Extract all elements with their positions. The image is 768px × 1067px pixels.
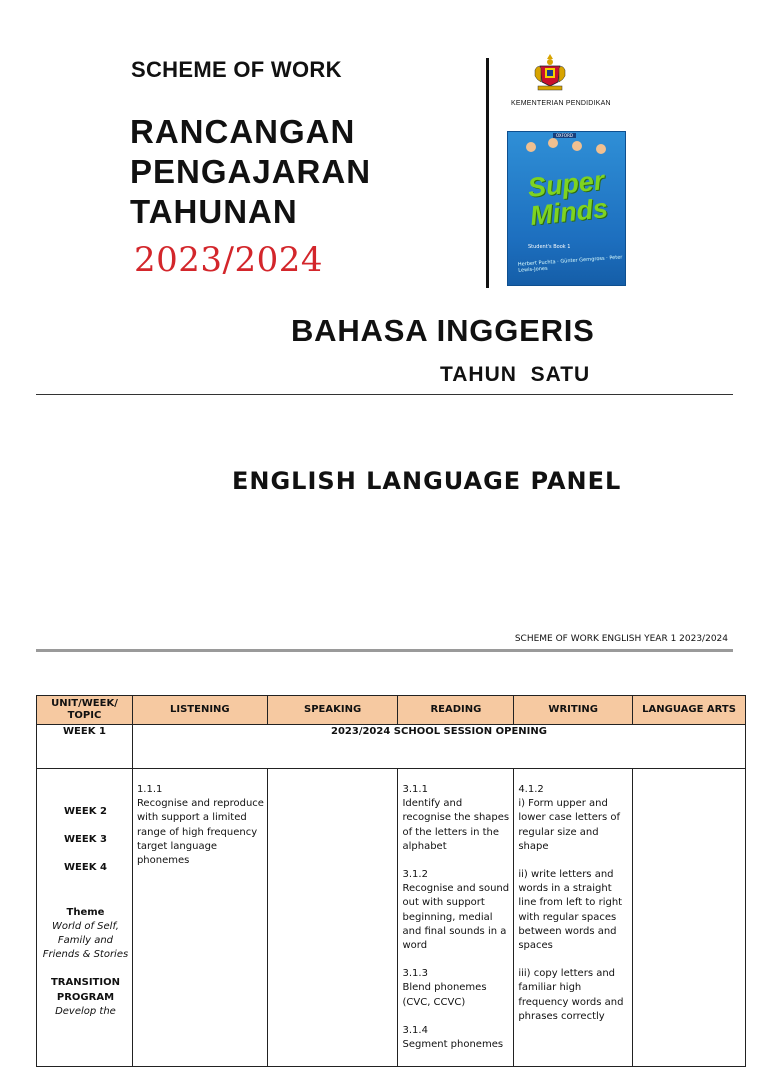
standard-text: Identify and recognise the shapes of the letters in the alphabet	[402, 798, 510, 852]
speaking-cell	[267, 769, 398, 1067]
standard-code: 1.1.1	[136, 784, 163, 795]
cover-year: 2023/2024	[134, 240, 324, 280]
unit-week-topic-cell	[37, 769, 133, 1067]
document-header: SCHEME OF WORK ENGLISH YEAR 1 2023/2024	[514, 634, 728, 644]
writing-item: iii) copy letters and familiar high frequency words and phrases correctly	[518, 968, 624, 1022]
cover-title-line: TAHUNAN	[130, 193, 298, 230]
week-label: WEEK 4	[64, 862, 107, 874]
panel-title: ENGLISH LANGUAGE PANEL	[232, 467, 622, 495]
writing-item: ii) write letters and words in a straight line from left to right with regular spaces between words and spaces	[518, 869, 623, 952]
standard-code: 3.1.2	[402, 869, 428, 881]
standard-text: Recognise and reproduce with support a limited range of high frequency target language phonemes	[136, 798, 264, 867]
standard-text: Segment phonemes	[402, 1039, 504, 1051]
header-speaking: SPEAKING	[267, 696, 398, 725]
standard-text: Recognise and sound out with support beginning, medial and final sounds in a word	[402, 883, 510, 952]
header-listening: LISTENING	[132, 696, 267, 725]
listening-cell	[132, 769, 267, 1067]
reading-cell	[398, 769, 514, 1067]
writing-item: i) Form upper and lower case letters of regular size and shape	[518, 798, 621, 852]
header-reading: READING	[398, 696, 514, 725]
table-header-row	[37, 696, 746, 725]
scheme-of-work-table	[36, 695, 746, 1067]
table-row	[37, 769, 746, 1067]
ministry-name: KEMENTERIAN PENDIDIKAN	[511, 100, 611, 107]
standard-code: 3.1.1	[402, 784, 428, 795]
cover-title-line: RANCANGAN	[130, 113, 356, 150]
book-character	[572, 141, 582, 151]
book-character	[526, 142, 536, 152]
book-authors: Herbert Puchta · Günter Gerngross · Peter Lewis-Jones	[517, 254, 623, 274]
header-unit-week-topic: UNIT/WEEK/ TOPIC	[37, 696, 133, 725]
cover-title-line: PENGAJARAN	[130, 153, 372, 190]
language-arts-cell	[633, 769, 746, 1067]
theme-label: Theme	[66, 906, 105, 918]
standard-code: 3.1.4	[402, 1024, 428, 1036]
standard-code: 3.1.3	[402, 968, 428, 980]
standard-text: Blend phonemes (CVC, CCVC)	[402, 982, 487, 1008]
header-language-arts: LANGUAGE ARTS	[633, 696, 746, 725]
header-writing: WRITING	[514, 696, 633, 725]
vertical-divider	[486, 58, 489, 288]
table-row	[37, 725, 746, 769]
year-level: TAHUN SATU	[440, 363, 591, 386]
transition-description: Develop the	[55, 1005, 116, 1017]
ministry-crest-icon	[533, 52, 567, 92]
week-label: WEEK 3	[64, 834, 107, 846]
standard-code: 4.1.2	[518, 784, 544, 795]
book-character	[548, 138, 558, 148]
theme-value: World of Self, Family and Friends & Stories	[42, 920, 129, 961]
book-brand: OXFORD	[553, 133, 576, 138]
writing-cell	[514, 769, 633, 1067]
session-opening-cell: 2023/2024 SCHOOL SESSION OPENING	[132, 725, 745, 769]
header-rule	[36, 649, 733, 652]
textbook-cover-image	[507, 131, 626, 286]
scheme-of-work-label: SCHEME OF WORK	[131, 57, 342, 82]
book-subtitle: Student's Book 1	[528, 244, 571, 250]
week-label: WEEK 2	[64, 806, 107, 817]
cover-divider	[36, 394, 733, 395]
subject-title: BAHASA INGGERIS	[291, 313, 595, 348]
book-character	[596, 144, 606, 154]
book-logo	[511, 165, 623, 232]
transition-label: TRANSITION PROGRAM	[50, 977, 120, 1003]
book-logo-line1: Super	[526, 165, 606, 203]
week-cell: WEEK 1	[37, 725, 133, 769]
book-logo-line2: Minds	[528, 192, 610, 231]
cover-title	[130, 112, 371, 232]
